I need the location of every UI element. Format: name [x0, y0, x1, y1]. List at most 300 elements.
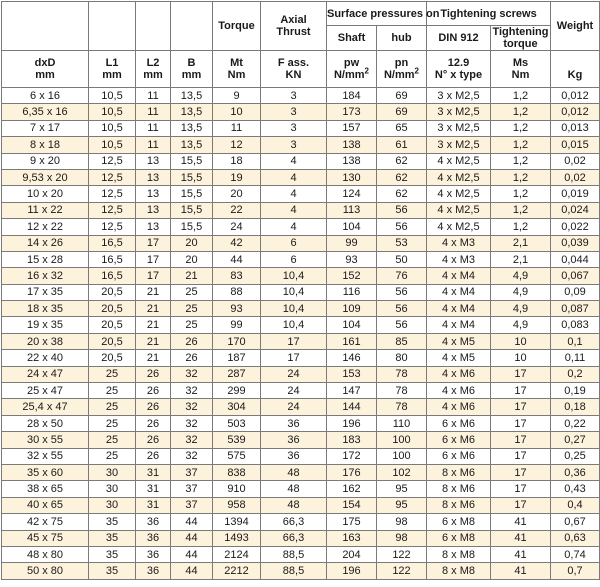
- cell-f: 10,4: [261, 301, 327, 317]
- cell-kg: 0,67: [551, 514, 600, 530]
- cell-b: 15,5: [171, 186, 213, 202]
- cell-pn: 61: [377, 137, 427, 153]
- cell-kg: 0,7: [551, 563, 600, 579]
- cell-f: 36: [261, 432, 327, 448]
- table-row: [2, 186, 600, 202]
- cell-l1: 20,5: [89, 284, 136, 300]
- cell-b: 25: [171, 317, 213, 333]
- cell-l1: 12,5: [89, 153, 136, 169]
- table-row: [2, 464, 600, 480]
- cell-dxd: 42 x 75: [2, 514, 89, 530]
- cell-pn: 50: [377, 251, 427, 267]
- cell-pn: 100: [377, 448, 427, 464]
- table-row: [2, 350, 600, 366]
- cell-l1: 10,5: [89, 88, 136, 104]
- cell-f: 88,5: [261, 546, 327, 562]
- table-row: [2, 88, 600, 104]
- table-row: [2, 448, 600, 464]
- cell-b: 13,5: [171, 120, 213, 136]
- cell-screws: 4 x M5: [427, 350, 491, 366]
- table-row: [2, 301, 600, 317]
- cell-pn: 62: [377, 186, 427, 202]
- cell-dxd: 19 x 35: [2, 317, 89, 333]
- cell-dxd: 6,35 x 16: [2, 104, 89, 120]
- tightening-screws-header: Tightening screws: [427, 2, 551, 26]
- cell-pw: 183: [327, 432, 377, 448]
- cell-pn: 122: [377, 546, 427, 562]
- cell-pn: 69: [377, 104, 427, 120]
- cell-b: 32: [171, 366, 213, 382]
- cell-ms: 1,2: [491, 186, 551, 202]
- cell-pw: 104: [327, 317, 377, 333]
- cell-dxd: 30 x 55: [2, 432, 89, 448]
- cell-f: 4: [261, 169, 327, 185]
- cell-f: 3: [261, 120, 327, 136]
- cell-screws: 6 x M6: [427, 432, 491, 448]
- cell-screws: 3 x M2,5: [427, 137, 491, 153]
- cell-dxd: 24 x 47: [2, 366, 89, 382]
- cell-dxd: 35 x 60: [2, 464, 89, 480]
- cell-pw: 130: [327, 169, 377, 185]
- cell-pn: 69: [377, 88, 427, 104]
- cell-kg: 0,1: [551, 333, 600, 349]
- pw-column-header: pw $N/mm^2$: [327, 51, 377, 88]
- cell-ms: 4,9: [491, 301, 551, 317]
- cell-l2: 13: [136, 186, 171, 202]
- cell-dxd: 12 x 22: [2, 219, 89, 235]
- cell-f: 48: [261, 481, 327, 497]
- cell-screws: 6 x M6: [427, 415, 491, 431]
- cell-b: 20: [171, 235, 213, 251]
- table-row: [2, 563, 600, 579]
- cell-f: 3: [261, 137, 327, 153]
- cell-l2: 36: [136, 546, 171, 562]
- cell-f: 10,4: [261, 317, 327, 333]
- cell-b: 21: [171, 268, 213, 284]
- cell-screws: 4 x M6: [427, 383, 491, 399]
- cell-mt: 10: [213, 104, 261, 120]
- cell-mt: 83: [213, 268, 261, 284]
- cell-l2: 26: [136, 366, 171, 382]
- table-row: [2, 169, 600, 185]
- cell-kg: 0,25: [551, 448, 600, 464]
- cell-dxd: 22 x 40: [2, 350, 89, 366]
- cell-screws: 6 x M8: [427, 530, 491, 546]
- cell-kg: 0,019: [551, 186, 600, 202]
- cell-dxd: 50 x 80: [2, 563, 89, 579]
- cell-pw: 184: [327, 88, 377, 104]
- cell-pw: 157: [327, 120, 377, 136]
- cell-pn: 78: [377, 399, 427, 415]
- cell-ms: 17: [491, 497, 551, 513]
- cell-screws: 4 x M4: [427, 317, 491, 333]
- cell-b: 37: [171, 497, 213, 513]
- cell-l2: 31: [136, 497, 171, 513]
- cell-f: 48: [261, 497, 327, 513]
- cell-f: 3: [261, 88, 327, 104]
- cell-b: 15,5: [171, 202, 213, 218]
- cell-ms: 41: [491, 563, 551, 579]
- cell-screws: 3 x M2,5: [427, 88, 491, 104]
- cell-pn: 76: [377, 268, 427, 284]
- cell-screws: 4 x M4: [427, 284, 491, 300]
- cell-l1: 35: [89, 514, 136, 530]
- cell-l2: 13: [136, 219, 171, 235]
- cell-mt: 575: [213, 448, 261, 464]
- cell-pn: 98: [377, 514, 427, 530]
- mt-column-header: Mt Nm: [213, 51, 261, 88]
- cell-mt: 539: [213, 432, 261, 448]
- cell-pw: 99: [327, 235, 377, 251]
- cell-l2: 21: [136, 284, 171, 300]
- cell-ms: 1,2: [491, 137, 551, 153]
- dxd-column-header: dxD mm: [2, 51, 89, 88]
- cell-kg: 0,63: [551, 530, 600, 546]
- cell-mt: 99: [213, 317, 261, 333]
- cell-b: 13,5: [171, 104, 213, 120]
- cell-mt: 503: [213, 415, 261, 431]
- cell-ms: 17: [491, 399, 551, 415]
- cell-mt: 9: [213, 88, 261, 104]
- cell-dxd: 25 x 47: [2, 383, 89, 399]
- cell-pn: 56: [377, 317, 427, 333]
- cell-l2: 13: [136, 169, 171, 185]
- cell-l2: 13: [136, 153, 171, 169]
- cell-pn: 65: [377, 120, 427, 136]
- cell-mt: 287: [213, 366, 261, 382]
- cell-pw: 163: [327, 530, 377, 546]
- cell-l2: 11: [136, 88, 171, 104]
- cell-f: 3: [261, 104, 327, 120]
- cell-l1: 30: [89, 464, 136, 480]
- pn-column-header: pn $N/mm^2$: [377, 51, 427, 88]
- cell-screws: 4 x M5: [427, 333, 491, 349]
- cell-pn: 56: [377, 219, 427, 235]
- axial-thrust-header: Axial Thrust: [261, 2, 327, 51]
- cell-l2: 21: [136, 301, 171, 317]
- cell-b: 37: [171, 464, 213, 480]
- cell-dxd: 40 x 65: [2, 497, 89, 513]
- cell-pn: 56: [377, 284, 427, 300]
- cell-b: 32: [171, 415, 213, 431]
- table-row: [2, 153, 600, 169]
- cell-pn: 53: [377, 235, 427, 251]
- cell-ms: 17: [491, 481, 551, 497]
- l1-column-header: L1 mm: [89, 51, 136, 88]
- cell-pw: 196: [327, 415, 377, 431]
- cell-screws: 3 x M2,5: [427, 120, 491, 136]
- cell-f: 66,3: [261, 530, 327, 546]
- cell-pw: 154: [327, 497, 377, 513]
- cell-ms: 1,2: [491, 219, 551, 235]
- cell-b: 32: [171, 448, 213, 464]
- cell-dxd: 18 x 35: [2, 301, 89, 317]
- cell-f: 36: [261, 448, 327, 464]
- cell-kg: 0,024: [551, 202, 600, 218]
- cell-mt: 88: [213, 284, 261, 300]
- kg-column-header: Kg: [551, 51, 600, 88]
- cell-screws: 4 x M3: [427, 251, 491, 267]
- cell-pn: 122: [377, 563, 427, 579]
- cell-l2: 17: [136, 251, 171, 267]
- cell-l1: 25: [89, 432, 136, 448]
- cell-mt: 11: [213, 120, 261, 136]
- ms-column-header: Ms Nm: [491, 51, 551, 88]
- table-row: [2, 137, 600, 153]
- cell-f: 10,4: [261, 268, 327, 284]
- cell-dxd: 8 x 18: [2, 137, 89, 153]
- f-column-header: F ass. KN: [261, 51, 327, 88]
- cell-pn: 102: [377, 464, 427, 480]
- cell-ms: 17: [491, 464, 551, 480]
- cell-kg: 0,43: [551, 481, 600, 497]
- cell-screws: 4 x M4: [427, 301, 491, 317]
- cell-pw: 138: [327, 153, 377, 169]
- cell-ms: 41: [491, 514, 551, 530]
- cell-dxd: 45 x 75: [2, 530, 89, 546]
- cell-b: 26: [171, 350, 213, 366]
- cell-kg: 0,36: [551, 464, 600, 480]
- cell-b: 15,5: [171, 219, 213, 235]
- cell-kg: 0,067: [551, 268, 600, 284]
- cell-screws: 4 x M2,5: [427, 219, 491, 235]
- cell-f: 88,5: [261, 563, 327, 579]
- cell-mt: 24: [213, 219, 261, 235]
- cell-l2: 26: [136, 383, 171, 399]
- cell-screws: 8 x M6: [427, 464, 491, 480]
- cell-pw: 104: [327, 219, 377, 235]
- cell-kg: 0,09: [551, 284, 600, 300]
- cell-l2: 11: [136, 137, 171, 153]
- cell-mt: 12: [213, 137, 261, 153]
- table-row: [2, 219, 600, 235]
- cell-b: 32: [171, 399, 213, 415]
- cell-kg: 0,19: [551, 383, 600, 399]
- cell-pw: 162: [327, 481, 377, 497]
- cell-l2: 13: [136, 202, 171, 218]
- cell-l1: 35: [89, 563, 136, 579]
- cell-dxd: 32 x 55: [2, 448, 89, 464]
- cell-b: 20: [171, 251, 213, 267]
- cell-mt: 838: [213, 464, 261, 480]
- cell-pw: 109: [327, 301, 377, 317]
- cell-b: 13,5: [171, 88, 213, 104]
- table-row: [2, 202, 600, 218]
- cell-b: 44: [171, 563, 213, 579]
- cell-l1: 30: [89, 497, 136, 513]
- cell-f: 24: [261, 399, 327, 415]
- cell-dxd: 38 x 65: [2, 481, 89, 497]
- table-row: [2, 415, 600, 431]
- cell-b: 25: [171, 301, 213, 317]
- cell-pn: 95: [377, 497, 427, 513]
- cell-pn: 62: [377, 169, 427, 185]
- cell-l1: 20,5: [89, 350, 136, 366]
- cell-screws: 6 x M6: [427, 448, 491, 464]
- cell-f: 24: [261, 366, 327, 382]
- cell-mt: 42: [213, 235, 261, 251]
- cell-kg: 0,012: [551, 104, 600, 120]
- cell-screws: 6 x M8: [427, 514, 491, 530]
- cell-kg: 0,039: [551, 235, 600, 251]
- cell-screws: 4 x M2,5: [427, 153, 491, 169]
- cell-dxd: 7 x 17: [2, 120, 89, 136]
- cell-kg: 0,022: [551, 219, 600, 235]
- cell-mt: 170: [213, 333, 261, 349]
- table-row: [2, 497, 600, 513]
- cell-pn: 85: [377, 333, 427, 349]
- cell-ms: 10: [491, 333, 551, 349]
- cell-dxd: 28 x 50: [2, 415, 89, 431]
- cell-l1: 16,5: [89, 268, 136, 284]
- cell-f: 10,4: [261, 284, 327, 300]
- table-row: [2, 120, 600, 136]
- cell-mt: 2124: [213, 546, 261, 562]
- table-row: [2, 514, 600, 530]
- cell-b: 44: [171, 546, 213, 562]
- cell-l1: 20,5: [89, 301, 136, 317]
- cell-mt: 1394: [213, 514, 261, 530]
- tightening-torque-header: Tightening torque: [492, 26, 549, 50]
- cell-pw: 204: [327, 546, 377, 562]
- cell-l2: 21: [136, 333, 171, 349]
- cell-f: 24: [261, 383, 327, 399]
- cell-ms: 1,2: [491, 88, 551, 104]
- cell-pw: 144: [327, 399, 377, 415]
- cell-ms: 4,9: [491, 317, 551, 333]
- cell-b: 37: [171, 481, 213, 497]
- cell-ms: 17: [491, 448, 551, 464]
- cell-pw: 116: [327, 284, 377, 300]
- table-row: [2, 546, 600, 562]
- cell-f: 4: [261, 202, 327, 218]
- cell-dxd: 9 x 20: [2, 153, 89, 169]
- cell-mt: 19: [213, 169, 261, 185]
- cell-ms: 1,2: [491, 153, 551, 169]
- cell-kg: 0,27: [551, 432, 600, 448]
- cell-dxd: 14 x 26: [2, 235, 89, 251]
- cell-l2: 36: [136, 514, 171, 530]
- cell-l1: 20,5: [89, 333, 136, 349]
- table-row: [2, 432, 600, 448]
- table-row: [2, 251, 600, 267]
- cell-kg: 0,2: [551, 366, 600, 382]
- cell-ms: 41: [491, 530, 551, 546]
- cell-screws: 4 x M3: [427, 235, 491, 251]
- cell-kg: 0,18: [551, 399, 600, 415]
- cell-l2: 26: [136, 432, 171, 448]
- cell-l2: 21: [136, 317, 171, 333]
- cell-l1: 30: [89, 481, 136, 497]
- surface-pressures-header: Surface pressures on: [327, 2, 427, 26]
- cell-dxd: 9,53 x 20: [2, 169, 89, 185]
- cell-f: 6: [261, 235, 327, 251]
- cell-ms: 17: [491, 415, 551, 431]
- cell-l1: 10,5: [89, 137, 136, 153]
- cell-f: 66,3: [261, 514, 327, 530]
- cell-ms: 4,9: [491, 268, 551, 284]
- cell-dxd: 16 x 32: [2, 268, 89, 284]
- cell-mt: 1493: [213, 530, 261, 546]
- cell-pw: 152: [327, 268, 377, 284]
- cell-screws: 4 x M4: [427, 268, 491, 284]
- cell-mt: 299: [213, 383, 261, 399]
- cell-ms: 2,1: [491, 251, 551, 267]
- cell-ms: 1,2: [491, 202, 551, 218]
- cell-f: 6: [261, 251, 327, 267]
- cell-kg: 0,4: [551, 497, 600, 513]
- cell-pw: 146: [327, 350, 377, 366]
- cell-pw: 147: [327, 383, 377, 399]
- cell-l1: 25: [89, 399, 136, 415]
- cell-mt: 22: [213, 202, 261, 218]
- cell-kg: 0,012: [551, 88, 600, 104]
- cell-f: 48: [261, 464, 327, 480]
- cell-l2: 17: [136, 268, 171, 284]
- cell-l1: 25: [89, 415, 136, 431]
- cell-dxd: 10 x 20: [2, 186, 89, 202]
- cell-dxd: 48 x 80: [2, 546, 89, 562]
- cell-l2: 36: [136, 530, 171, 546]
- cell-b: 15,5: [171, 153, 213, 169]
- cell-screws: 8 x M8: [427, 546, 491, 562]
- cell-ms: 10: [491, 350, 551, 366]
- cell-mt: 2212: [213, 563, 261, 579]
- cell-pn: 78: [377, 383, 427, 399]
- cell-pw: 124: [327, 186, 377, 202]
- cell-kg: 0,02: [551, 153, 600, 169]
- specification-table: [1, 1, 600, 580]
- cell-f: 4: [261, 153, 327, 169]
- cell-pw: 196: [327, 563, 377, 579]
- table-row: [2, 268, 600, 284]
- table-row: [2, 284, 600, 300]
- cell-dxd: 6 x 16: [2, 88, 89, 104]
- cell-l2: 11: [136, 104, 171, 120]
- cell-l1: 25: [89, 366, 136, 382]
- table-row: [2, 104, 600, 120]
- cell-l1: 16,5: [89, 235, 136, 251]
- cell-pw: 153: [327, 366, 377, 382]
- cell-mt: 18: [213, 153, 261, 169]
- table-row: [2, 399, 600, 415]
- cell-dxd: 17 x 35: [2, 284, 89, 300]
- cell-l2: 11: [136, 120, 171, 136]
- cell-ms: 17: [491, 366, 551, 382]
- cell-pn: 56: [377, 202, 427, 218]
- cell-pw: 93: [327, 251, 377, 267]
- cell-l2: 31: [136, 481, 171, 497]
- cell-kg: 0,22: [551, 415, 600, 431]
- table-row: [2, 235, 600, 251]
- cell-l1: 12,5: [89, 169, 136, 185]
- cell-screws: 4 x M6: [427, 399, 491, 415]
- cell-b: 32: [171, 383, 213, 399]
- cell-kg: 0,11: [551, 350, 600, 366]
- cell-mt: 910: [213, 481, 261, 497]
- cell-screws: 3 x M2,5: [427, 104, 491, 120]
- cell-dxd: 15 x 28: [2, 251, 89, 267]
- cell-f: 36: [261, 415, 327, 431]
- cell-l1: 25: [89, 383, 136, 399]
- header-blank-cell: [2, 2, 89, 51]
- cell-kg: 0,044: [551, 251, 600, 267]
- cell-pn: 95: [377, 481, 427, 497]
- cell-l2: 17: [136, 235, 171, 251]
- cell-f: 4: [261, 186, 327, 202]
- cell-screws: 4 x M2,5: [427, 169, 491, 185]
- cell-kg: 0,74: [551, 546, 600, 562]
